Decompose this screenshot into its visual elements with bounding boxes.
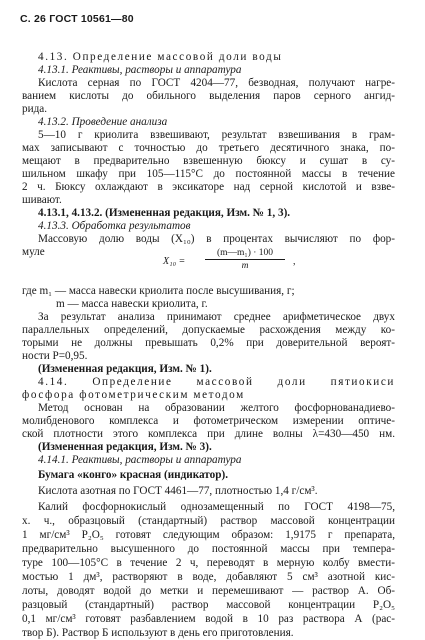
text-line: предварительно высушенного до постоянной массы при темпера- xyxy=(22,543,395,555)
text-line: лоты, доводят водой до метки и перемешивают — раствор А. Об- xyxy=(22,585,395,597)
text-line: 0,1 мг/см³ готовят разбавлением водой в 10 раз раствора А (рас- xyxy=(22,613,395,625)
text-line: шивают. xyxy=(22,194,62,206)
text-line: 4.13.2. Проведение анализа xyxy=(38,116,168,128)
water-fraction-formula xyxy=(163,248,313,276)
text-line: рида. xyxy=(22,103,48,115)
text-line: твор Б). Раствор Б используют в день его приготовления. xyxy=(22,627,294,639)
text-line: шильном шкафу при 105—115°С до постоянной массы в течение xyxy=(22,168,395,180)
text-line: ской плотности этого комплекса при длине волны λ=430—450 нм. xyxy=(22,428,395,440)
text-line: 1 мг/см³ P₂O₅ готовят следующим образом: 1,9175 г препарата, xyxy=(22,529,395,541)
text-line: (Измененная редакция, Изм. № 1). xyxy=(38,363,212,375)
text-line: 2 ч. Бюксу охлаждают в эксикаторе над серной кислотой и взве- xyxy=(22,181,395,193)
text-line: торыми не должны превышать 0,2% при доверительной вероят- xyxy=(22,337,395,349)
text-line: Массовую долю воды (X₁₀) в процентах вычисляют по фор- xyxy=(38,233,395,245)
formula-trail: , xyxy=(293,256,296,267)
text-line: разцовый (стандартный) раствор массовой концентрации P₂O₅ xyxy=(22,599,395,611)
text-line: За результат анализа принимают среднее арифметическое двух xyxy=(38,311,395,323)
text-line: Кислота азотная по ГОСТ 4461—77, плотностью 1,4 г/см³. xyxy=(38,485,318,497)
text-line: ванием кислоты до обильного выделения паров серного ангид- xyxy=(22,90,395,102)
text-line: туре 100—105°С в течение 2 ч, переводят в мерную колбу вмести- xyxy=(22,557,395,569)
text-line: (Измененная редакция, Изм. № 3). xyxy=(38,441,212,453)
text-line: 4.13.3. Обработка результатов xyxy=(38,220,191,232)
text-line: муле xyxy=(22,246,45,258)
text-line: 4.13.1, 4.13.2. (Измененная редакция, Изм. № 1, 3). xyxy=(38,207,291,219)
text-line: Метод основан на образовании желтого фосфорнованадиево- xyxy=(38,402,395,414)
text-line: мах записывают с точностью до третьего десятичного знака, по- xyxy=(22,142,395,154)
fraction-bar xyxy=(205,259,285,260)
text-line: мещают в предварительно взвешенную бюксу и сушат в су- xyxy=(22,155,395,167)
text-line: мостью 1 дм³, растворяют в воде, добавляют 5 см³ азотной кис- xyxy=(22,571,395,583)
text-line: 4.13.1. Реактивы, растворы и аппаратура xyxy=(38,64,242,76)
formula-lhs: X₁₀ = xyxy=(163,256,186,267)
text-line: 5—10 г криолита взвешивают, результат взвешивания в грам- xyxy=(38,129,395,141)
page-header: С. 26 ГОСТ 10561—80 xyxy=(20,13,134,25)
text-line: 4.13. Определение массовой доли воды xyxy=(38,51,283,63)
text-line: фосфора фотометрическим методом xyxy=(22,389,245,401)
formula-denominator: m xyxy=(241,261,249,271)
text-line: параллельных определений, допускаемые расхождения между ко- xyxy=(22,324,395,336)
text-line: х. ч., образцовый (стандартный) раствор массовой концентрации xyxy=(22,515,395,527)
text-line: 4.14.1. Реактивы, растворы и аппаратура xyxy=(38,454,242,466)
text-line: m — масса навески криолита, г. xyxy=(56,298,208,310)
text-line: ности P=0,95. xyxy=(22,350,88,362)
text-line: Кислота серная по ГОСТ 4204—77, безводная, получают нагре- xyxy=(38,77,395,89)
text-line: 4.14. Определение массовой доли пятиокиси xyxy=(38,376,395,388)
text-line: Бумага «конго» красная (индикатор). xyxy=(38,469,228,481)
text-line: молибденового комплекса и фотометрическом измерении оптиче- xyxy=(22,415,395,427)
text-line: где m₁ — масса навески криолита после высушивания, г; xyxy=(22,285,295,297)
formula-numerator: (m—m₁) · 100 xyxy=(216,248,274,258)
formula-fraction xyxy=(205,248,285,271)
text-line: Калий фосфорнокислый однозамещенный по ГОСТ 4198—75, xyxy=(38,501,395,513)
